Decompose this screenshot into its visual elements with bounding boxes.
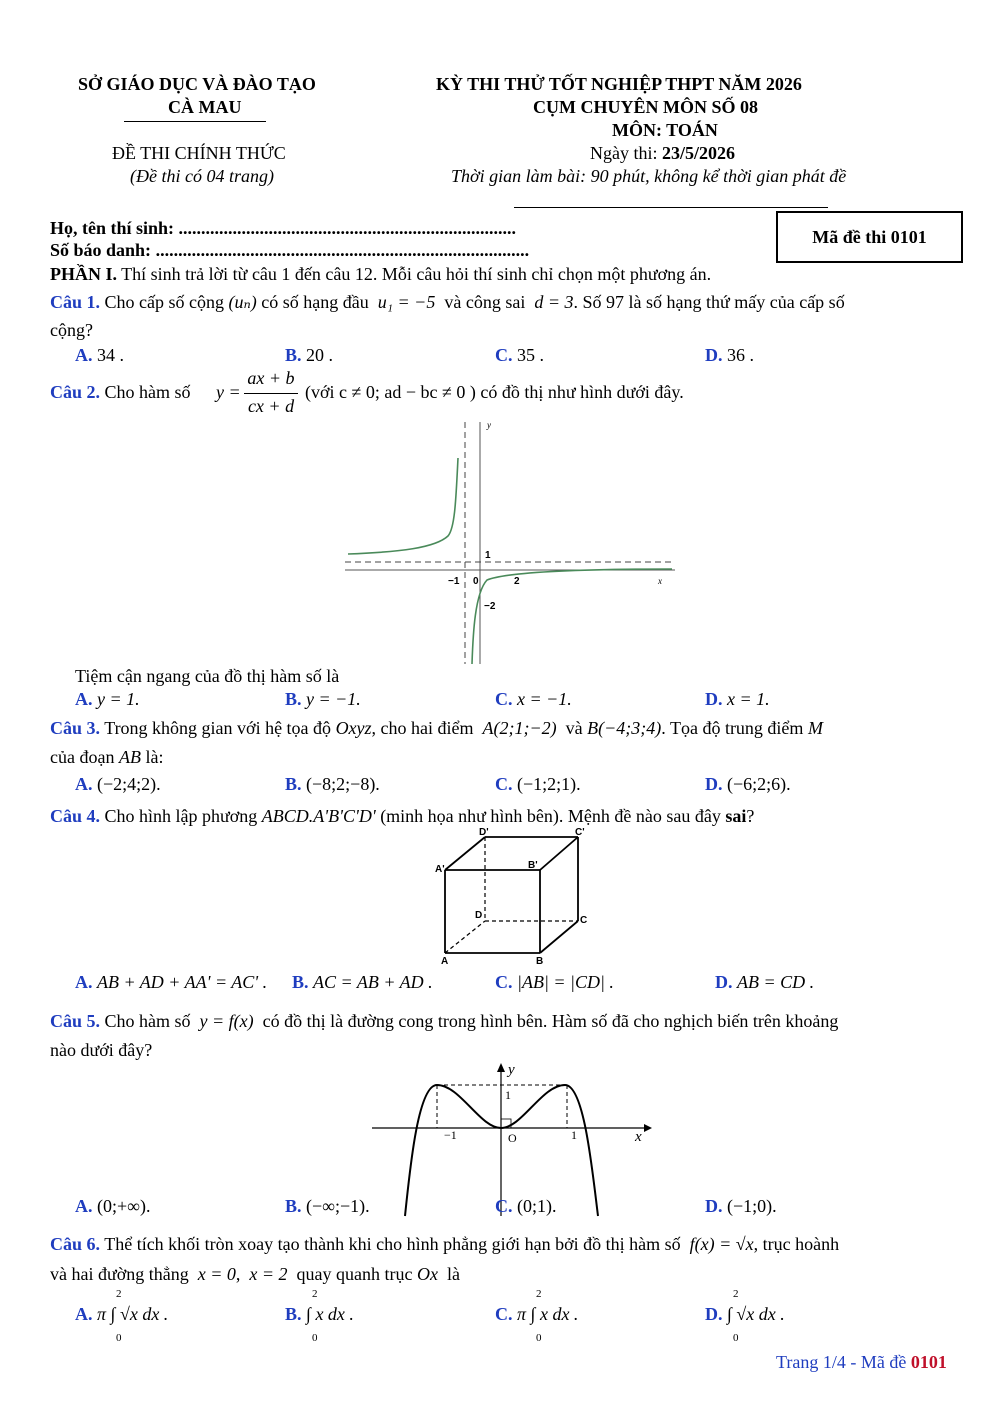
q1-text: . Số 97 là số hạng thứ mấy của cấp số: [573, 292, 845, 312]
option-value: π ∫ x dx .: [517, 1304, 579, 1324]
official-label: ĐỀ THI CHÍNH THỨC: [112, 143, 286, 163]
q2-numerator: ax + b: [247, 368, 295, 388]
option-value: (−1;2;1).: [517, 774, 581, 794]
option-value: (−1;0).: [727, 1196, 777, 1216]
q1-common-difference: d = 3: [534, 292, 574, 312]
vertex-label: B': [528, 860, 538, 871]
q2-denominator: cx + d: [247, 396, 295, 416]
q1-option-b[interactable]: [285, 345, 333, 366]
option-key: A.: [75, 345, 93, 365]
option-value: 36 .: [727, 345, 754, 365]
q4-emphasis: sai: [725, 806, 747, 826]
q6-text: Thể tích khối tròn xoay tạo thành khi cho hình phẳng giới hạn bởi đồ thị hàm số: [104, 1234, 681, 1254]
q4-option-c[interactable]: [495, 972, 614, 993]
option-key: B.: [285, 774, 302, 794]
integral-upper: 2: [312, 1288, 318, 1300]
q4-stem: [50, 806, 754, 827]
q6-line: x = 2: [249, 1264, 288, 1284]
tick-label: 0: [473, 576, 479, 587]
q6-text: quay quanh trục: [296, 1264, 413, 1284]
exam-code-box: [776, 211, 963, 263]
q5-stem: [50, 1011, 838, 1032]
q1-option-c[interactable]: [495, 345, 544, 366]
exam-title: KỲ THI THỬ TỐT NGHIỆP THPT NĂM 2026: [436, 74, 802, 94]
q3-option-a[interactable]: [75, 774, 161, 795]
q4-text: Cho hình lập phương: [104, 806, 258, 826]
q5-text: có đồ thị là đường cong trong hình bên. Hàm số đã cho nghịch biến trên khoảng: [262, 1011, 839, 1031]
part1-instructions: [50, 264, 711, 285]
option-key: D.: [715, 972, 733, 992]
q2-option-a[interactable]: [75, 689, 140, 710]
q5-graph: [370, 1058, 660, 1218]
tick-label: 1: [505, 1088, 511, 1102]
option-value: (−6;2;6).: [727, 774, 791, 794]
footer-code: 0101: [910, 1352, 947, 1372]
q1-stem: [50, 292, 845, 313]
exam-code: Mã đề thi 0101: [812, 227, 927, 247]
q3-text: là:: [145, 747, 164, 767]
q2-graph: [340, 418, 680, 666]
q6-option-a[interactable]: [75, 1304, 168, 1325]
q3-option-b[interactable]: [285, 774, 380, 795]
q3-text: Trong không gian với hệ tọa độ: [104, 718, 332, 738]
q4-cube-figure: [425, 825, 595, 965]
x-axis-label: x: [658, 576, 662, 586]
q2-stem: [50, 382, 191, 403]
q2-question: Tiệm cận ngang của đồ thị hàm số là: [75, 666, 340, 686]
option-value: x = 1.: [727, 689, 770, 709]
option-key: D.: [705, 1304, 723, 1324]
q1-option-d[interactable]: [705, 345, 754, 366]
q5-option-a[interactable]: [75, 1196, 150, 1217]
q3-option-d[interactable]: [705, 774, 791, 795]
option-value: (−2;4;2).: [97, 774, 161, 794]
tick-label: 1: [571, 1128, 577, 1142]
q2-y-eq: y =: [216, 382, 241, 402]
option-key: C.: [495, 972, 513, 992]
q6-axis: Ox: [417, 1264, 438, 1284]
option-value: ∫ x dx .: [306, 1304, 354, 1324]
q3-stem-cont: [50, 747, 163, 768]
q3-m: M: [807, 718, 823, 738]
q5-option-c[interactable]: [495, 1196, 557, 1217]
student-id-dots: ...................................................................................: [155, 240, 530, 260]
option-key: B.: [285, 1196, 302, 1216]
q4-text: ?: [746, 806, 755, 826]
q3-point-b: B(−4;3;4): [587, 718, 662, 738]
option-key: A.: [75, 1304, 93, 1324]
q3-text: và: [565, 718, 583, 738]
q6-text: và hai đường thẳng: [50, 1264, 189, 1284]
q5-function: y = f(x): [199, 1011, 254, 1031]
part1-label: PHẦN I.: [50, 264, 117, 284]
q6-option-c[interactable]: [495, 1304, 578, 1325]
page-footer: [776, 1352, 947, 1373]
q2-text: Cho hàm số: [104, 382, 191, 402]
option-key: D.: [705, 1196, 723, 1216]
student-name-label: Họ, tên thí sinh:: [50, 218, 179, 238]
option-key: D.: [705, 345, 723, 365]
option-value: (−8;2;−8).: [306, 774, 380, 794]
option-value: AC = AB + AD .: [313, 972, 433, 992]
footer-page: Trang 1/4 - Mã đề: [776, 1352, 911, 1372]
option-value: (0;+∞).: [97, 1196, 151, 1216]
student-id-label: Số báo danh:: [50, 240, 156, 260]
q6-option-b[interactable]: [285, 1304, 354, 1325]
q3-text: , cho hai điểm: [371, 718, 474, 738]
q1-text: có số hạng đầu: [261, 292, 369, 312]
q6-text: ,: [235, 1264, 241, 1284]
q5-stem-cont: nào dưới đây?: [50, 1040, 153, 1060]
q5-option-b[interactable]: [285, 1196, 370, 1217]
q6-stem: [50, 1234, 839, 1255]
q3-label: Câu 3.: [50, 718, 101, 738]
q1-text: và công sai: [444, 292, 526, 312]
option-value: (0;1).: [517, 1196, 557, 1216]
q3-point-a: A(2;1;−2): [482, 718, 557, 738]
vertex-label: A: [441, 956, 449, 965]
option-key: B.: [285, 689, 302, 709]
part1-text: Thí sinh trả lời từ câu 1 đến câu 12. Mỗi câu hỏi thí sinh chỉ chọn một phương án.: [117, 264, 712, 284]
vertex-label: D: [475, 910, 483, 921]
q3-ab: AB: [118, 747, 141, 767]
option-value: π ∫ √x dx .: [97, 1304, 169, 1324]
q2-option-d[interactable]: [705, 689, 770, 710]
q1-sequence: (uₙ): [228, 292, 257, 312]
q3-option-c[interactable]: [495, 774, 581, 795]
option-value: AB = CD .: [737, 972, 815, 992]
option-key: D.: [705, 689, 723, 709]
option-key: C.: [495, 1196, 513, 1216]
option-value: AB + AD + AA' = AC' .: [97, 972, 268, 992]
q1-label: Câu 1.: [50, 292, 101, 312]
q5-option-d[interactable]: [705, 1196, 777, 1217]
integral-upper: 2: [536, 1288, 542, 1300]
cluster-title: CỤM CHUYÊN MÔN SỐ 08: [533, 97, 758, 117]
q6-text: là: [447, 1264, 460, 1284]
student-name-dots: ...........................................................................: [178, 218, 517, 238]
option-value: y = 1.: [97, 689, 140, 709]
option-value: 20 .: [306, 345, 334, 365]
option-value: (−∞;−1).: [306, 1196, 370, 1216]
option-value: 34 .: [97, 345, 124, 365]
integral-lower: 0: [536, 1332, 542, 1344]
q5-text: Cho hàm số: [104, 1011, 191, 1031]
q3-oxyz: Oxyz: [335, 718, 372, 738]
tick-label: 2: [514, 576, 520, 587]
q3-text: của đoạn: [50, 747, 115, 767]
integral-upper: 2: [116, 1288, 122, 1300]
q6-line: x = 0: [197, 1264, 236, 1284]
q1-first-term: u₁ = −5: [377, 292, 436, 312]
tick-label: −1: [448, 576, 460, 587]
integral-lower: 0: [733, 1332, 739, 1344]
tick-label: −2: [484, 601, 496, 612]
vertex-label: C': [575, 827, 585, 838]
option-key: C.: [495, 689, 513, 709]
q5-label: Câu 5.: [50, 1011, 101, 1031]
vertex-label: B: [536, 956, 544, 965]
q4-option-b[interactable]: [292, 972, 433, 993]
student-id-field: [50, 240, 529, 261]
integral-lower: 0: [312, 1332, 318, 1344]
q2-option-c[interactable]: [495, 689, 572, 710]
option-value: 35 .: [517, 345, 544, 365]
option-key: A.: [75, 774, 93, 794]
time-note: Thời gian làm bài: 90 phút, không kể thời gian phát đề: [451, 166, 847, 186]
q1-stem-cont: cộng?: [50, 320, 93, 340]
divider: [514, 207, 828, 208]
option-key: A.: [75, 1196, 93, 1216]
divider: [124, 121, 266, 122]
integral-upper: 2: [733, 1288, 739, 1300]
department-title: SỞ GIÁO DỤC VÀ ĐÀO TẠO: [78, 74, 316, 94]
vertex-label: A': [435, 864, 445, 875]
fraction-bar: [244, 393, 298, 394]
option-value: |AB| = |CD| .: [517, 972, 614, 992]
subject-title: MÔN: TOÁN: [612, 120, 718, 140]
vertex-label: C: [580, 915, 588, 926]
option-key: A.: [75, 689, 93, 709]
q4-text: (minh họa như hình bên). Mệnh đề nào sau đây: [380, 806, 721, 826]
tick-label: 1: [485, 550, 491, 561]
option-value: x = −1.: [517, 689, 572, 709]
tick-label: −1: [444, 1128, 457, 1142]
option-value: ∫ √x dx .: [727, 1304, 785, 1324]
option-value: y = −1.: [306, 689, 361, 709]
q3-text: . Tọa độ trung điểm: [661, 718, 804, 738]
q4-label: Câu 4.: [50, 806, 101, 826]
option-key: C.: [495, 1304, 513, 1324]
q6-function: f(x) = √x: [689, 1234, 754, 1254]
integral-lower: 0: [116, 1332, 122, 1344]
q6-text: , trục hoành: [753, 1234, 840, 1254]
vertex-label: D': [479, 827, 489, 838]
province: CÀ MAU: [168, 97, 242, 117]
q6-option-d[interactable]: [705, 1304, 785, 1325]
option-key: C.: [495, 345, 513, 365]
q4-option-a[interactable]: [75, 972, 267, 993]
option-key: B.: [292, 972, 309, 992]
student-name-field: [50, 218, 516, 239]
y-axis-label: y: [487, 420, 491, 430]
option-key: C.: [495, 774, 513, 794]
q4-cube: ABCD.A'B'C'D': [261, 806, 376, 826]
q6-stem-cont: [50, 1264, 460, 1285]
option-key: A.: [75, 972, 93, 992]
option-key: B.: [285, 345, 302, 365]
exam-date: [590, 143, 735, 164]
x-axis-label: x: [635, 1129, 642, 1145]
q2-label: Câu 2.: [50, 382, 101, 402]
y-axis-label: y: [508, 1062, 515, 1078]
q6-label: Câu 6.: [50, 1234, 101, 1254]
q1-option-a[interactable]: [75, 345, 124, 366]
q1-text: Cho cấp số cộng: [104, 292, 224, 312]
exam-date-value: 23/5/2026: [662, 143, 736, 163]
q2-option-b[interactable]: [285, 689, 361, 710]
q4-option-d[interactable]: [715, 972, 814, 993]
origin-label: O: [508, 1131, 517, 1145]
exam-date-label: Ngày thi:: [590, 143, 662, 163]
q3-stem: [50, 718, 823, 739]
q2-condition: (với c ≠ 0; ad − bc ≠ 0 ) có đồ thị như hình dưới đây.: [305, 382, 684, 402]
option-key: D.: [705, 774, 723, 794]
option-key: B.: [285, 1304, 302, 1324]
pages-note: (Đề thi có 04 trang): [130, 166, 274, 186]
